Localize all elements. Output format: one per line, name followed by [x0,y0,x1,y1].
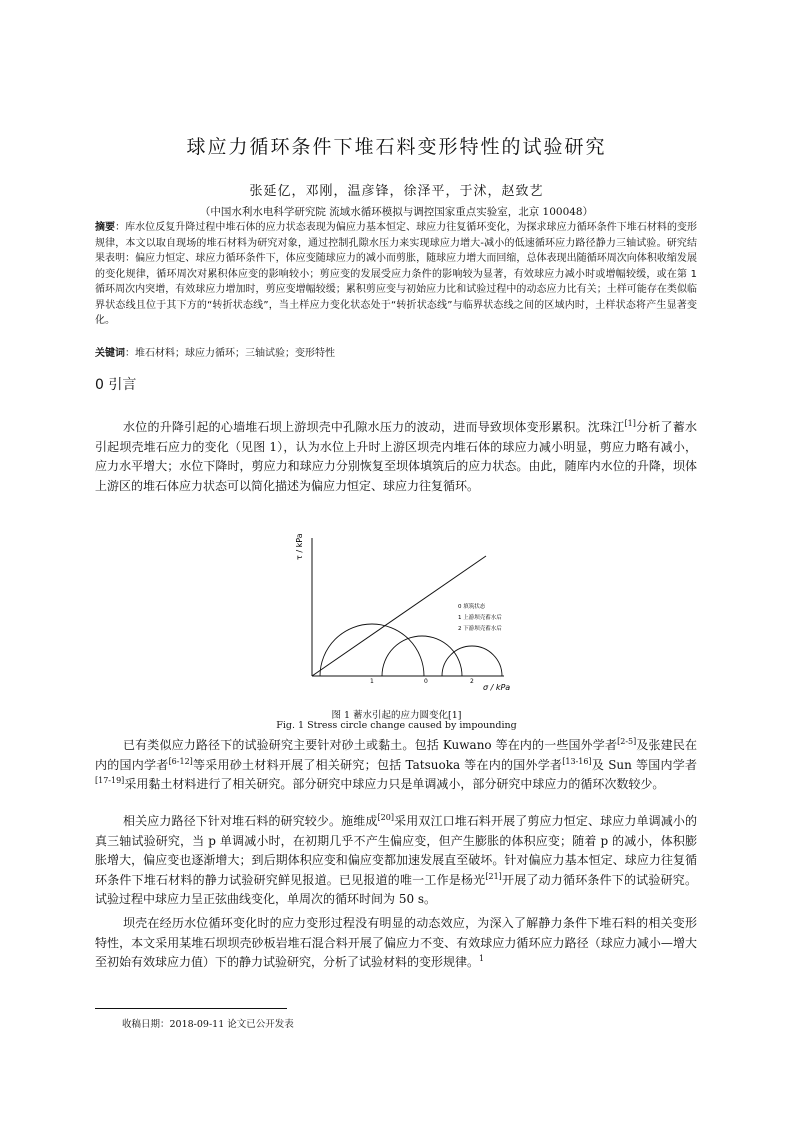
keywords-text: ：堆石材料；球应力循环；三轴试验；变形特性 [125,348,335,359]
paragraph-2-text: 采用黏土材料进行了相关研究。部分研究中球应力只是单调减小，部分研究中球应力的循环次数较少。 [124,777,665,791]
stress-circle-1 [320,624,424,676]
paragraph-2-text: 已有类似应力路径下的试验研究主要针对砂土或黏土。包括 Kuwano 等在内的一些国外学者 [123,738,618,752]
figure-1-diagram [290,530,510,700]
paragraph-1-text-b: 分析了蓄水引起坝壳堆石应力的变化（见图 1），认为水位上升时上游区坝壳内堆石体的球应力减小明显，剪应力略有减小，应力水平增大；水位下降时，剪应力和球应力分别恢复至坝体填筑后的应力状态。由此，随库内水位的升降，坝体上游区的堆石体应力状态可以简化描述为偏应力恒定、球应力往复循环。 [95,420,697,493]
author-list: 张延亿，邓刚，温彦锋，徐泽平，于沭，赵致艺 [249,184,544,199]
paragraph-4 [95,914,697,973]
paragraph-1 [95,418,697,496]
citation-ref: [20] [377,813,394,822]
footnote-received-date: 收稿日期：2018-09-11 论文已公开发表 [122,1019,294,1030]
citation-ref: [13-16] [562,756,592,766]
abstract-label: 摘要 [95,222,116,233]
circle-label-0: 0 [424,678,428,685]
x-axis-label: σ / kPa [483,683,510,692]
paragraph-1-text-a: 水位的升降引起的心墙堆石坝上游坝壳中孔隙水压力的波动，进而导致坝体变形累积。沈珠江 [123,420,625,434]
paragraph-4-text: 坝壳在经历水位循环变化时的应力变形过程没有明显的动态效应，为深入了解静力条件下堆石料的相关变形特性，本文采用某堆石坝坝壳砂板岩堆石混合料开展了偏应力不变、有效球应力循环应力路径（球应力减小—增大至初始有效球应力值）下的静力试验研究，分析了试验材料的变形规律。 [95,916,697,969]
figure-1-stress-circles [290,530,510,700]
citation-ref: [1] [624,419,636,428]
affiliation: （中国水利水电科学研究院 流域水循环模拟与调控国家重点实验室，北京 100048） [199,206,594,218]
paragraph-3-text: 开展了动力循环条件下的试验研究。试验过程中球应力呈正弦曲线变化，单周次的循环时间为 50 s。 [95,872,697,906]
citation-ref: [21] [485,871,502,881]
paragraph-2-text: 及张建民在内的国内学者 [95,738,697,772]
paragraph-2-text: 等采用砂土材料开展了相关研究；包括 Tatsuoka 等在内的国外学者 [192,757,563,772]
stress-circle-2 [442,646,502,676]
paragraph-2-text: 及 Sun 等国内学者 [591,757,697,772]
y-axis-label: τ / kPa [295,533,304,560]
paragraph-3-text: 采用双江口堆石料开展了剪应力恒定、球应力单调减小的真三轴试验研究，当 p 单调减小时，在初期几乎不产生偏应变，但产生膨胀的体积应变；随着 p 的减小，体积膨胀增大，偏应变也逐渐增大；到后期体积应变和偏应变都加速发展直至破坏。针对偏应力基本恒定、球应力往复循环条件下堆石材料的静力试验研究鲜见报道。已见报道的唯一工作是杨光 [95,814,697,887]
paragraph-3-text: 相关应力路径下针对堆石料的研究较少。施维成 [123,814,378,828]
citation-ref: [2-5] [617,737,637,746]
figure-caption-cn: 图 1 蓄水引起的应力圆变化[1] [331,710,462,721]
citation-ref: [17-19] [95,776,125,785]
circle-label-1: 1 [370,678,374,685]
footnote-rule [95,1008,287,1009]
abstract-text: ：库水位反复升降过程中堆石体的应力状态表现为偏应力基本恒定、球应力往复循环变化，为探求球应力循环条件下堆石材料的变形规律，本文以取自现场的堆石材料为研究对象，通过控制孔隙水压力来实现球应力增大-减小的低速循环应力路径静力三轴试验。研究结果表明：偏应力恒定、球应力循环条件下，体应变随球应力的减小而剪胀，随球应力增大而回缩，总体表现出随循环周次向体积收缩发展的变化规律，循环周次对累积体应变的影响较小；剪应变的发展受应力条件的影响较为显著，有效球应力减小时或增幅较缓，或在第 1 循环周次内突增，有效球应力增加时，剪应变增幅较缓；累积剪应变与初始应力比和试验过程中的动态应力比有关；土样可能存在类似临界状态线且位于其下方的“转折状态线”，当土样应力变化状态处于“转折状态线”与临界状态线之间的区域内时，土样状态将产生显著变化。 [95,222,698,326]
keywords [95,344,697,359]
abstract [95,220,697,329]
figure-caption-en: Fig. 1 Stress circle change caused by impounding [276,720,517,731]
section-heading-introduction: 0 引言 [95,377,137,393]
keywords-label: 关键词 [95,348,125,359]
paragraph-3 [95,812,697,910]
legend-entry-2: 2 下游坝壳蓄水后 [458,626,502,632]
paper-title: 球应力循环条件下堆石料变形特性的试验研究 [186,136,607,158]
legend-entry-0: 0 填筑状态 [458,604,486,610]
legend-entry-1: 1 上游坝壳蓄水后 [458,615,502,621]
circle-label-2: 2 [470,678,474,685]
footnote-marker: 1 [479,954,485,963]
citation-ref: [6-12] [168,756,193,766]
paragraph-2 [95,736,697,795]
